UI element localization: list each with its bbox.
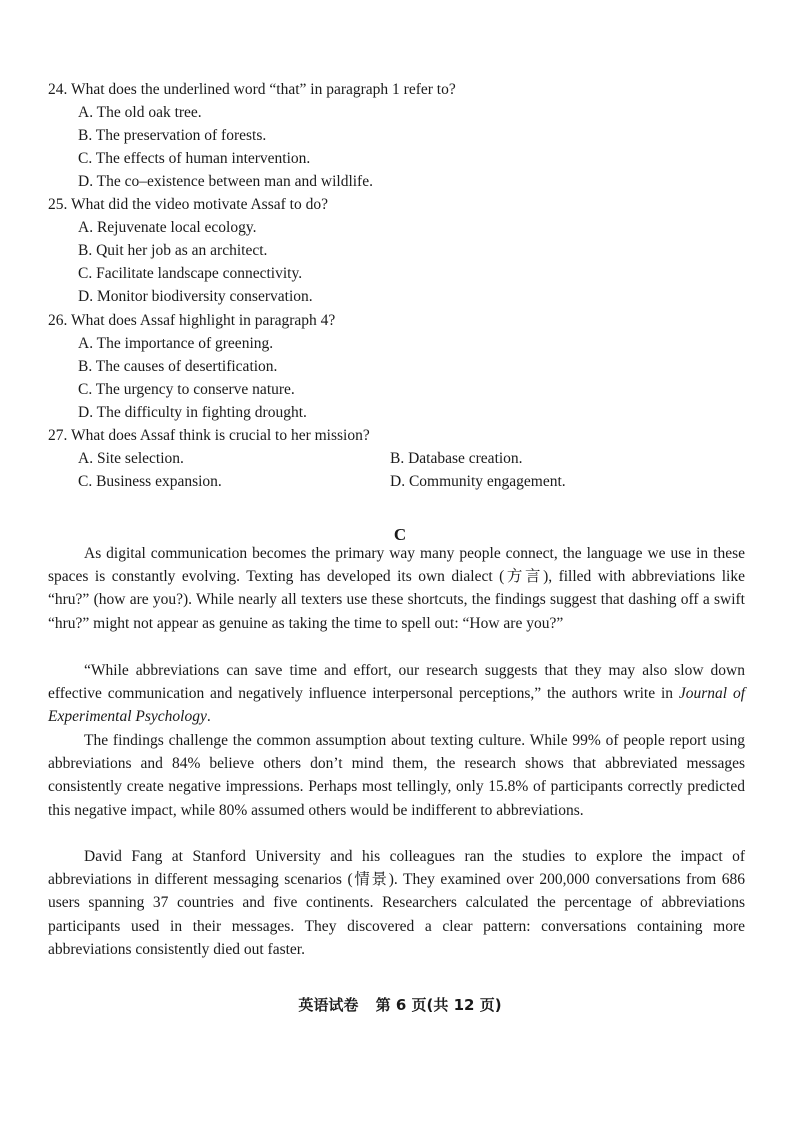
question-number: 24. bbox=[48, 81, 68, 98]
footer-page-number: 第 6 页(共 12 页) bbox=[375, 996, 502, 1014]
question-24-option-d: D. The co–existence between man and wildlife. bbox=[78, 173, 373, 190]
passage-paragraph-1: As digital communication becomes the primary way many people connect, the language we use in these spaces is constantly evolving. Texting has developed its own dialect (方言), filled with abbreviations like “hru?” (how are you?). While nearly all texters use these shortcuts, the findings suggest that dashing off a swift “hru?” might not appear as genuine as taking the time to spell out: “How are you?” bbox=[48, 545, 745, 632]
question-27-stem bbox=[48, 426, 370, 446]
question-26-option-b: B. The causes of desertification. bbox=[78, 358, 278, 375]
question-text: What does the underlined word “that” in paragraph 1 refer to? bbox=[70, 81, 456, 98]
question-25-option-a: A. Rejuvenate local ecology. bbox=[78, 219, 257, 236]
question-24-stem bbox=[48, 80, 456, 100]
question-25-stem bbox=[48, 195, 328, 215]
question-text: What does Assaf think is crucial to her mission? bbox=[70, 427, 370, 444]
page-footer bbox=[0, 994, 800, 1015]
question-25-option-c: C. Facilitate landscape connectivity. bbox=[78, 265, 303, 282]
question-24-option-c: C. The effects of human intervention. bbox=[78, 150, 311, 167]
question-27-option-b: B. Database creation. bbox=[390, 450, 523, 467]
question-27-option-d: D. Community engagement. bbox=[390, 473, 566, 490]
footer-subject: 英语试卷 bbox=[298, 996, 359, 1014]
question-26-stem bbox=[48, 311, 335, 331]
punctuation: . bbox=[206, 708, 211, 726]
question-26-option-a: A. The importance of greening. bbox=[78, 335, 274, 352]
paragraph-text: “While abbreviations can save time and effort, our research suggests that they may also slow down effective communication and negatively influence interpersonal perceptions,” the authors write in bbox=[48, 662, 745, 703]
question-text: What does Assaf highlight in paragraph 4? bbox=[70, 312, 336, 329]
question-24-option-a: A. The old oak tree. bbox=[78, 104, 202, 121]
passage-paragraph-2 bbox=[48, 649, 745, 729]
journal-name: Journal of Experimental Psychology bbox=[48, 685, 746, 726]
question-text: What did the video motivate Assaf to do? bbox=[70, 196, 328, 213]
question-number: 26. bbox=[48, 312, 68, 329]
section-heading: C bbox=[393, 525, 407, 544]
question-26-option-c: C. The urgency to conserve nature. bbox=[78, 381, 295, 398]
question-24-option-b: B. The preservation of forests. bbox=[78, 127, 267, 144]
passage-paragraph-3: The findings challenge the common assumption about texting culture. While 99% of people report using abbreviations and 84% believe others don’t mind them, the research shows that abbreviated messages consistently create negative impressions. Perhaps most tellingly, only 15.8% of participants correctly predicted this negative impact, while 80% assumed others would be indifferent to abbreviations. bbox=[48, 732, 745, 819]
question-number: 27. bbox=[48, 427, 68, 444]
question-25-option-b: B. Quit her job as an architect. bbox=[78, 242, 268, 259]
question-27-option-c: C. Business expansion. bbox=[78, 473, 222, 490]
question-number: 25. bbox=[48, 196, 68, 213]
passage-paragraph-4: David Fang at Stanford University and his colleagues ran the studies to explore the impact of abbreviations in different messaging scenarios (情景). They examined over 200,000 conversations from 686 users spanning 37 countries and five continents. Researchers calculated the percentage of abbreviations participants used in their messages. They discovered a clear pattern: conversations containing more abbreviations consistently died out faster. bbox=[48, 848, 745, 958]
question-25-option-d: D. Monitor biodiversity conservation. bbox=[78, 288, 313, 305]
question-26-option-d: D. The difficulty in fighting drought. bbox=[78, 404, 307, 421]
question-27-option-a: A. Site selection. bbox=[78, 450, 184, 467]
